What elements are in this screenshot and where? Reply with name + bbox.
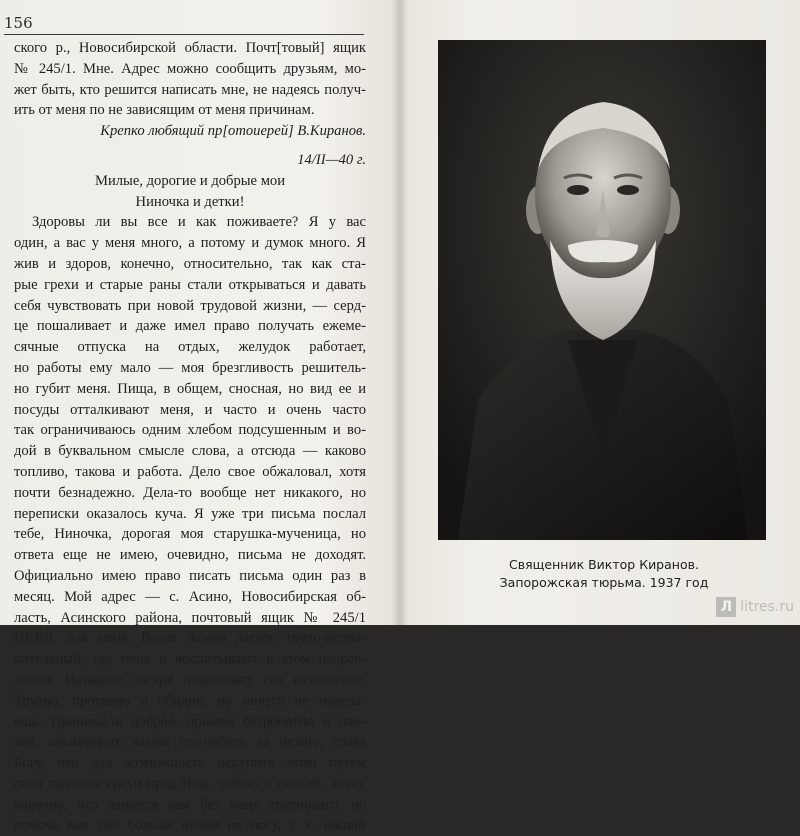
paragraph-gap: [14, 142, 366, 150]
page-number: 156: [4, 14, 33, 32]
right-page: [404, 0, 800, 625]
caption-line-1: Священник Виктор Киранов.: [509, 557, 699, 572]
text-line: месяц. Мой адрес — с. Асино, Новосибирская об-: [14, 588, 366, 605]
text-line: но губит меня. Пища, в общем, сносная, но вид ее и: [14, 380, 366, 397]
letter-text: [14, 38, 366, 836]
text-line: хое, заканчивать жизнь где-нибудь да нужно, слава: [14, 734, 366, 751]
portrait-photo-icon: [438, 40, 766, 540]
text-line: Крепко любящий пр[отоиерей] В.Киранов.: [100, 123, 366, 140]
text-line: почти безнадежно. Дела-то вообще нет никакого, но: [14, 484, 366, 501]
text-line: це пошаливает и даже имел право получать ежеме-: [14, 318, 366, 335]
text-line: ласть, Асинского района, почтовый ящик № 245/1: [14, 609, 366, 626]
text-line: лении. Название лагеря показывает его назначение.: [14, 671, 366, 688]
text-line: рые грехи и старые раны стали открываться и давать: [14, 276, 366, 293]
text-line: Богу, что дал возможность искупить этим путем: [14, 755, 366, 772]
text-line: № 245/1. Мне. Адрес можно сообщить друзьям, мо-: [14, 60, 366, 77]
text-line: ить от меня по не зависящим от меня причинам.: [14, 102, 315, 119]
caption-line-2: Запорожская тюрьма. 1937 год: [499, 575, 709, 590]
watermark-text: litres.ru: [740, 599, 794, 615]
text-line: так ограничиваюсь одним хлебом подсушенным и во-: [14, 422, 366, 439]
text-line: один, а вас у меня много, а потому и думок много. Я: [14, 235, 366, 252]
text-line: тебе, Ниночка, дорогая моя старушка-мученица, но: [14, 526, 366, 543]
text-line: себя чувствовать при новой трудовой жизни, — серд-: [14, 297, 366, 314]
text-line: Ниночка и детки!: [135, 193, 245, 210]
text-line: Здоровы ли вы все и как поживаете? Я у вас: [32, 214, 366, 231]
text-line: ответа еще не имею, очевидно, письма не доходят.: [14, 547, 366, 564]
text-line: НКВД, для меня. Возле Асино лагерь трудо-испра-: [14, 630, 366, 647]
text-line: дой в буквальном смысле слова, а отсюда — каково: [14, 443, 366, 460]
text-line: свои тяжелые грехи пред Ним, тобою и семьей. Знаю,: [14, 775, 366, 792]
text-line: конечно, что живется вам без меня трудновато, но: [14, 796, 366, 813]
text-line: помочь вам уже больше ничем не могу, т. к. нищий: [14, 817, 366, 834]
text-line: топливо, такова и работа. Дело свое обжаловал, хотя: [14, 463, 366, 480]
watermark: [716, 597, 794, 617]
text-line: сячные отпуска на отдых, желудок работает,: [14, 339, 366, 356]
text-line: Официально имею право писать письма один раз в: [14, 567, 366, 584]
text-line: жет быть, кто решится написать мне, не надеясь получ-: [14, 81, 366, 98]
left-page: [0, 0, 396, 834]
header-rule: [4, 34, 364, 35]
text-line: жив и здоров, конечно, относительно, так как ста-: [14, 255, 366, 272]
text-line: 14/II—40 г.: [297, 151, 366, 168]
photo-caption: [418, 556, 790, 592]
text-line: Трудно, противно и обидно, но ничего не подела-: [14, 692, 366, 709]
text-line: ского р., Новосибирской области. Почт[товый] ящик: [14, 40, 366, 56]
text-line: ешь. Принимали доброе, примем безропотно и пло-: [14, 713, 366, 730]
watermark-logo-icon: Л: [716, 597, 736, 617]
text-line: переписки оказалось куча. Я уже три письма послал: [14, 505, 366, 522]
text-line: но работы ему мало — моя брезгливость решитель-: [14, 359, 366, 376]
text-line: посуды отталкивают меня, и часто и очень часто: [14, 401, 366, 418]
text-line: вительный, где меня и воспитывают в этом направ-: [14, 651, 366, 668]
text-line: Милые, дорогие и добрые мои: [94, 172, 286, 189]
portrait-photo-icon-drawing: [438, 40, 766, 540]
